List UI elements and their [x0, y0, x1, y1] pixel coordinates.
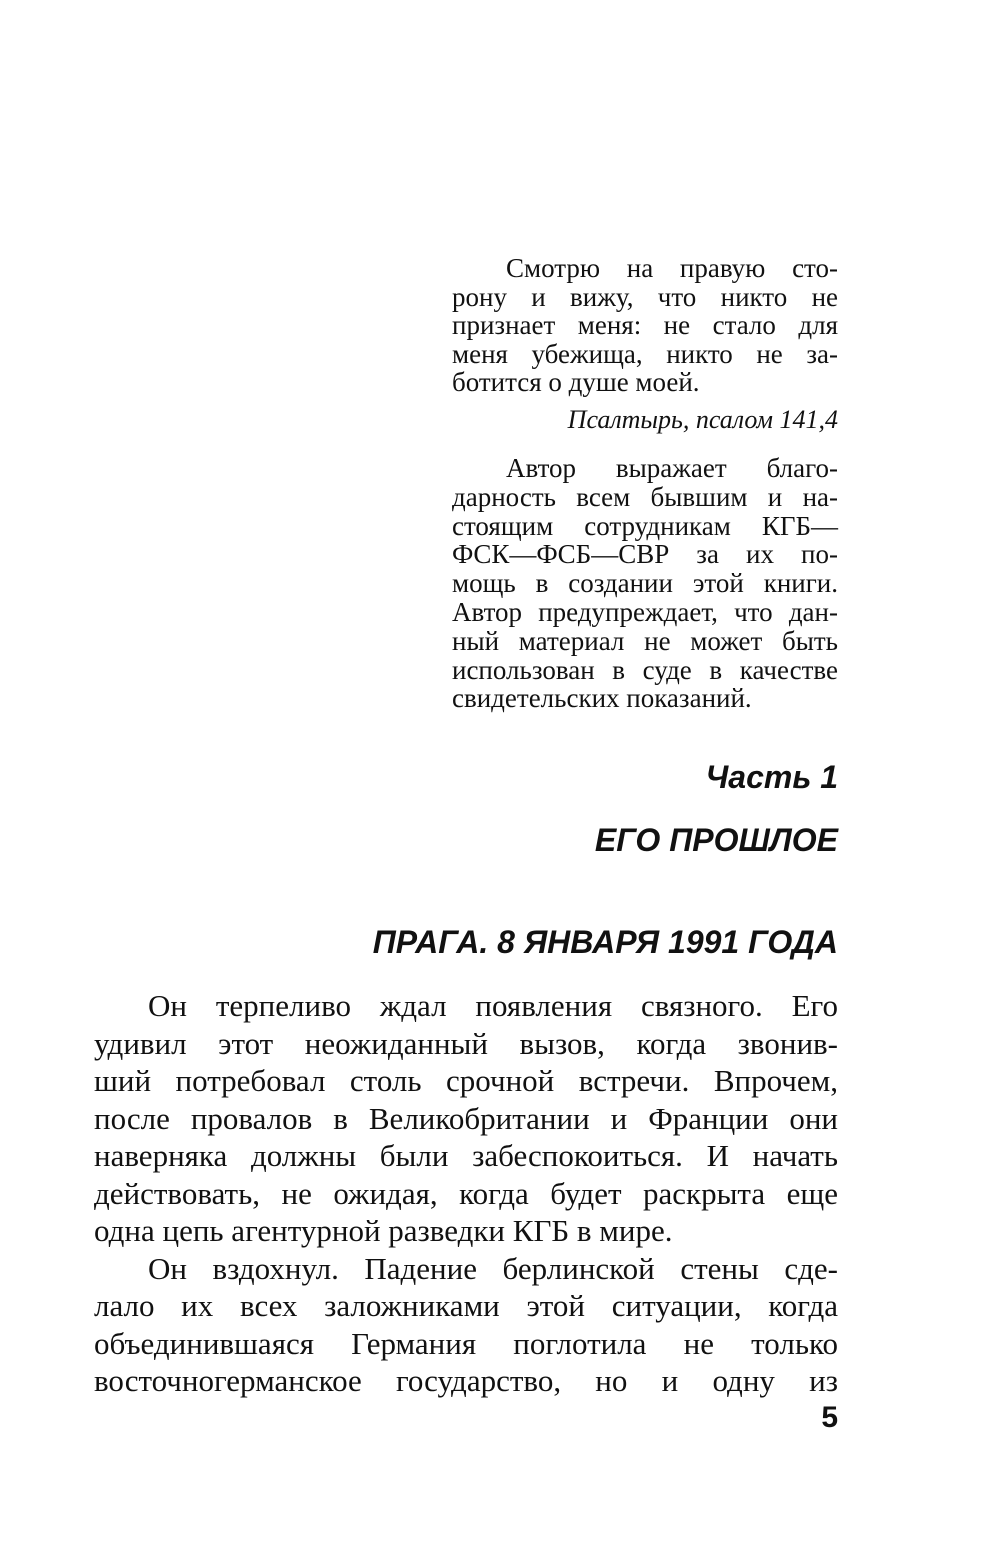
body-line: действовать, не ожидая, когда будет раскрыта еще: [94, 1175, 838, 1211]
epigraph-line: рону и вижу, что никто не: [452, 281, 838, 312]
acknowledgement-line: Автор выражает благо-: [506, 453, 838, 483]
body-line: удивил этот неожиданный вызов, когда звонив-: [94, 1025, 838, 1061]
epigraph-source: Псалтырь, псалом 141,4: [567, 405, 838, 434]
acknowledgement-line: Автор предупреждает, что дан-: [452, 596, 838, 627]
epigraph: [452, 254, 838, 397]
epigraph-line: признает меня: не стало для: [452, 310, 838, 340]
part-number: Часть 1: [705, 759, 838, 795]
acknowledgement: [452, 454, 838, 713]
epigraph-line: Смотрю на правую сто-: [506, 253, 838, 283]
body-line: Он терпеливо ждал появления связного. Его: [148, 988, 838, 1023]
epigraph-line: меня убежища, никто не за-: [452, 338, 838, 369]
body-line: после провалов в Великобритании и Франции они: [94, 1100, 838, 1136]
acknowledgement-line: ный материал не может быть: [452, 625, 838, 656]
part-title: ЕГО ПРОШЛОЕ: [594, 822, 838, 858]
body-line: Он вздохнул. Падение берлинской стены сде-: [148, 1250, 838, 1286]
body-line: одна цепь агентурной разведки КГБ в мире.: [94, 1213, 673, 1248]
body-line: лало их всех заложниками этой ситуации, когда: [94, 1288, 838, 1323]
body-line: объединившаяся Германия поглотила не только: [94, 1325, 838, 1361]
acknowledgement-line: дарность всем бывшим и на-: [452, 481, 838, 512]
acknowledgement-line: мощь в создании этой книги.: [452, 568, 838, 599]
acknowledgement-line: свидетельских показаний.: [452, 683, 752, 714]
acknowledgement-line: ФСК—ФСБ—СВР за их по-: [452, 539, 838, 570]
acknowledgement-line: стоящим сотрудникам КГБ—: [452, 510, 838, 541]
body-text: [94, 987, 838, 1400]
body-line: ший потребовал столь срочной встречи. Впрочем,: [94, 1063, 838, 1098]
epigraph-line: ботится о душе моей.: [452, 367, 700, 397]
body-line: восточногерманское государство, но и одну из: [94, 1363, 838, 1398]
acknowledgement-line: использован в суде в качестве: [452, 654, 838, 685]
chapter-title: ПРАГА. 8 ЯНВАРЯ 1991 ГОДА: [372, 924, 838, 960]
page-number: 5: [821, 1401, 838, 1434]
body-line: наверняка должны были забеспокоиться. И начать: [94, 1138, 838, 1173]
